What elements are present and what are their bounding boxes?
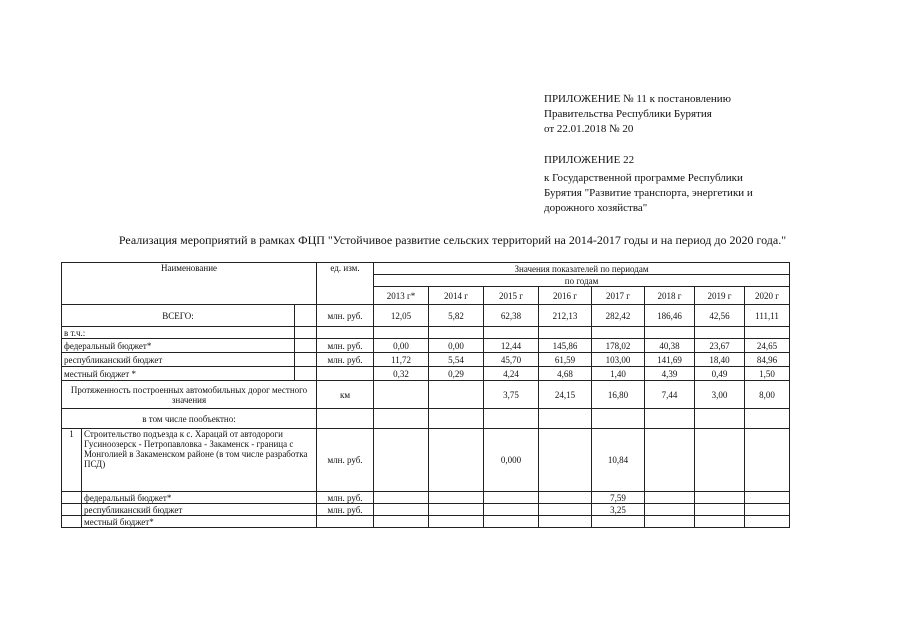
table-row [62, 339, 790, 353]
cell-value: 61,59 [539, 353, 592, 367]
table-row [62, 305, 790, 327]
row-name: федеральный бюджет* [62, 339, 295, 353]
cell-value [745, 504, 790, 516]
year-header: 2020 г [745, 287, 790, 305]
cell-value [645, 504, 695, 516]
header-line: от 22.01.2018 № 20 [544, 123, 634, 135]
empty-cell [539, 327, 592, 339]
cell-value [429, 516, 484, 528]
cell-value [484, 516, 539, 528]
cell-value: 16,80 [592, 381, 645, 409]
cell-value: 0,00 [429, 339, 484, 353]
cell-value: 8,00 [745, 381, 790, 409]
empty-cell [592, 409, 645, 429]
empty-cell [374, 327, 429, 339]
empty-cell [295, 367, 317, 381]
year-header: 2017 г [592, 287, 645, 305]
object-name: Строительство подъезда к с. Харацай от автодороги Гусиноозерск - Петропавловка - Закаменск - граница с Монголией в Закаменском районе (в том числе разработка ПСД) [82, 429, 317, 492]
empty-cell [539, 409, 592, 429]
cell-value [645, 516, 695, 528]
cell-value: 5,82 [429, 305, 484, 327]
cell-value: 40,38 [645, 339, 695, 353]
cell-value [539, 429, 592, 492]
cell-value: 186,46 [645, 305, 695, 327]
empty-cell [592, 327, 645, 339]
row-name: республиканский бюджет [82, 504, 317, 516]
cell-value [429, 492, 484, 504]
cell-value [429, 381, 484, 409]
table-row [62, 429, 790, 492]
cell-value: 62,38 [484, 305, 539, 327]
cell-value [695, 429, 745, 492]
col-header-name: Наименование [62, 263, 317, 305]
cell-value [484, 492, 539, 504]
row-name: местный бюджет* [82, 516, 317, 528]
cell-value: 0,29 [429, 367, 484, 381]
cell-value [695, 504, 745, 516]
empty-cell [645, 327, 695, 339]
empty-cell [695, 409, 745, 429]
cell-value: 0,32 [374, 367, 429, 381]
cell-value [374, 516, 429, 528]
cell-value [645, 429, 695, 492]
empty-cell [429, 327, 484, 339]
cell-value [695, 492, 745, 504]
row-name: местный бюджет * [62, 367, 295, 381]
empty-cell [484, 409, 539, 429]
cell-value: 11,72 [374, 353, 429, 367]
cell-value: 3,25 [592, 504, 645, 516]
cell-value: 4,39 [645, 367, 695, 381]
col-header-values: Значения показателей по периодам [374, 263, 790, 275]
cell-value: 24,65 [745, 339, 790, 353]
indicators-table [61, 262, 790, 528]
cell-value [374, 504, 429, 516]
cell-value: 1,40 [592, 367, 645, 381]
row-unit [317, 367, 374, 381]
cell-value [745, 516, 790, 528]
row-unit: млн. руб. [317, 504, 374, 516]
table-row [62, 516, 790, 528]
table-row [62, 367, 790, 381]
cell-value: 3,00 [695, 381, 745, 409]
cell-value: 7,44 [645, 381, 695, 409]
cell-value: 7,59 [592, 492, 645, 504]
cell-value: 18,40 [695, 353, 745, 367]
empty-cell [374, 409, 429, 429]
cell-value [645, 492, 695, 504]
col-header-unit: ед. изм. [317, 263, 374, 305]
row-name: в т.ч.: [62, 327, 295, 339]
empty-cell [295, 327, 317, 339]
cell-value: 12,44 [484, 339, 539, 353]
cell-value [539, 492, 592, 504]
document-title: Реализация мероприятий в рамках ФЦП "Устойчивое развитие сельских территорий на 2014-2017 годы и на период до 2020 года." [118, 233, 787, 247]
cell-value: 141,69 [645, 353, 695, 367]
cell-value: 0,49 [695, 367, 745, 381]
row-unit [317, 516, 374, 528]
table-row [62, 409, 790, 429]
empty-cell [484, 327, 539, 339]
row-unit: км [317, 381, 374, 409]
row-name: в том числе пообъектно: [62, 409, 317, 429]
year-header: 2013 г* [374, 287, 429, 305]
cell-value [745, 492, 790, 504]
cell-value: 24,15 [539, 381, 592, 409]
cell-value [429, 429, 484, 492]
empty-cell [295, 353, 317, 367]
cell-value [695, 516, 745, 528]
cell-value: 178,02 [592, 339, 645, 353]
cell-value: 4,68 [539, 367, 592, 381]
empty-cell [745, 409, 790, 429]
cell-value [429, 504, 484, 516]
header-line: Бурятия "Развитие транспорта, энергетики и [544, 187, 753, 199]
table-header-row [62, 263, 790, 275]
row-unit: млн. руб. [317, 339, 374, 353]
header-line: ПРИЛОЖЕНИЕ № 11 к постановлению [544, 93, 731, 105]
row-name: ВСЕГО: [62, 305, 295, 327]
cell-value: 3,75 [484, 381, 539, 409]
empty-cell [317, 409, 374, 429]
object-number: 1 [62, 429, 82, 492]
table-row [62, 327, 790, 339]
col-header-by-years: по годам [374, 275, 790, 287]
cell-value: 1,50 [745, 367, 790, 381]
year-header: 2015 г [484, 287, 539, 305]
header-line: ПРИЛОЖЕНИЕ 22 [544, 154, 635, 166]
empty-cell [317, 327, 374, 339]
row-unit: млн. руб. [317, 305, 374, 327]
cell-value: 12,05 [374, 305, 429, 327]
cell-value [539, 516, 592, 528]
cell-value: 4,24 [484, 367, 539, 381]
year-header: 2016 г [539, 287, 592, 305]
cell-value: 0,000 [484, 429, 539, 492]
empty-cell [645, 409, 695, 429]
cell-value [484, 504, 539, 516]
cell-value: 45,70 [484, 353, 539, 367]
cell-value: 282,42 [592, 305, 645, 327]
cell-value: 111,11 [745, 305, 790, 327]
table-row [62, 504, 790, 516]
cell-value [745, 429, 790, 492]
cell-value: 145,86 [539, 339, 592, 353]
header-line: дорожного хозяйства" [544, 202, 648, 214]
cell-value: 10,84 [592, 429, 645, 492]
cell-value: 212,13 [539, 305, 592, 327]
empty-cell [62, 492, 82, 504]
row-unit: млн. руб. [317, 429, 374, 492]
cell-value: 84,96 [745, 353, 790, 367]
header-line: к Государственной программе Республики [544, 172, 743, 184]
row-name: Протяженность построенных автомобильных дорог местного значения [62, 381, 317, 409]
table-row [62, 381, 790, 409]
appendix-22-header [544, 153, 753, 216]
cell-value [374, 381, 429, 409]
year-header: 2018 г [645, 287, 695, 305]
row-unit: млн. руб. [317, 492, 374, 504]
cell-value: 0,00 [374, 339, 429, 353]
empty-cell [62, 504, 82, 516]
cell-value [539, 504, 592, 516]
table-row [62, 492, 790, 504]
empty-cell [295, 305, 317, 327]
empty-cell [695, 327, 745, 339]
empty-cell [745, 327, 790, 339]
year-header: 2019 г [695, 287, 745, 305]
cell-value [374, 492, 429, 504]
cell-value [374, 429, 429, 492]
cell-value [592, 516, 645, 528]
cell-value: 23,67 [695, 339, 745, 353]
row-unit: млн. руб. [317, 353, 374, 367]
cell-value: 103,00 [592, 353, 645, 367]
year-header: 2014 г [429, 287, 484, 305]
cell-value: 42,56 [695, 305, 745, 327]
header-line: Правительства Республики Бурятия [544, 108, 712, 120]
table-row [62, 353, 790, 367]
row-name: республиканский бюджет [62, 353, 295, 367]
empty-cell [295, 339, 317, 353]
row-name: федеральный бюджет* [82, 492, 317, 504]
appendix-11-header [544, 92, 731, 137]
empty-cell [62, 516, 82, 528]
cell-value: 5,54 [429, 353, 484, 367]
empty-cell [429, 409, 484, 429]
